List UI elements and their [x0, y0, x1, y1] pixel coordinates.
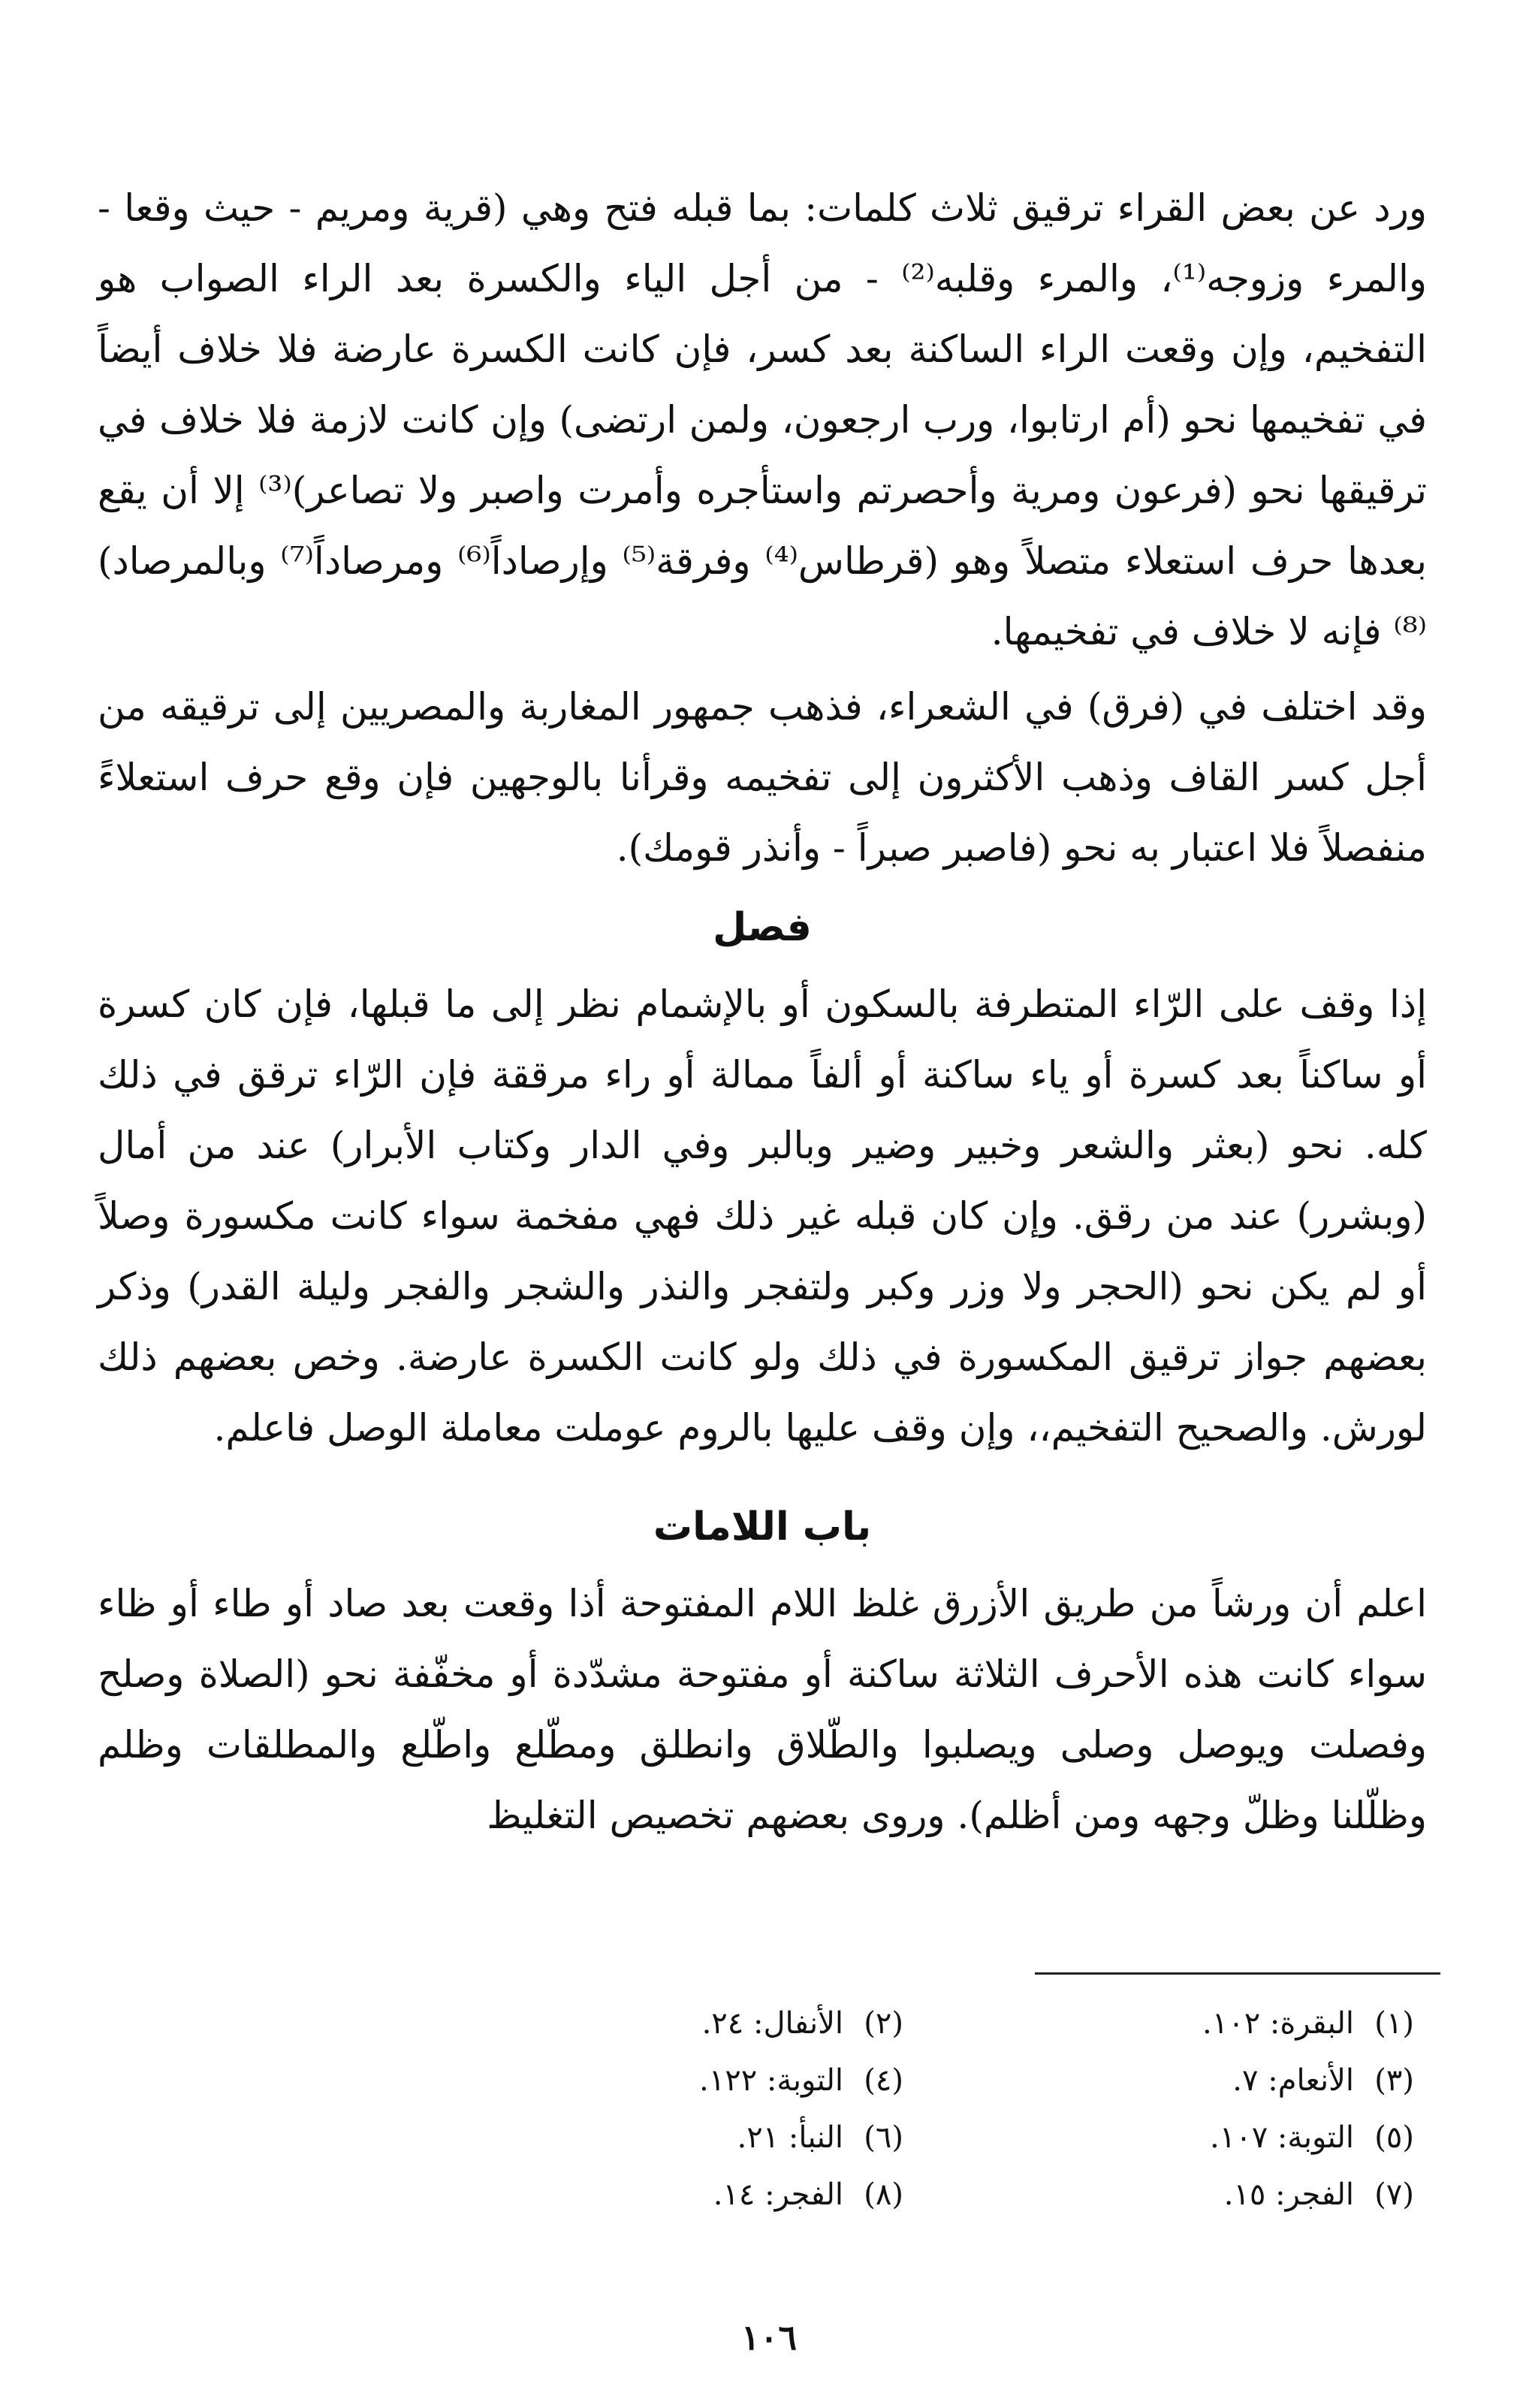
page-number: ١٠٦	[740, 2317, 798, 2358]
footnote-2	[588, 1999, 903, 2047]
paragraph-lamat: اعلم أن ورشاً من طريق الأزرق غلظ اللام المفتوحة أذا وقعت بعد صاد أو طاء أو ظاء سواء كانت هذه الأحرف الثلاثة ساكنة أو مفتوحة مشدّدة أو مخفّفة نحو (الصلاة وصلح وفصلت ويوصل وصلى ويصلبوا والطّلاق وانطلق ومطّلع واطّلع والمطلقات وظلم وظلّلنا وظلّ وجهه ومن أظلم). وروى بعضهم تخصيص التغليظ	[98, 1582, 1428, 1837]
footnote-text: الفجر: ١٥.	[1223, 2177, 1354, 2212]
paragraph-firq: وقد اختلف في (فرق) في الشعراء، فذهب جمهور المغاربة والمصريين إلى ترقيقه من أجل كسر القاف وذهب الأكثرون إلى تفخيمه وقرأنا بالوجهين فإن وقع حرف استعلاءً منفصلاً فلا اعتبار به نحو (فاصبر صبراً - وأنذر قومك).	[98, 685, 1427, 870]
footnote-number: (٦)	[864, 2120, 903, 2155]
footnote-8	[588, 2171, 903, 2219]
footnote-number: (٤)	[864, 2063, 903, 2098]
paragraph-ra-exceptions: ورد عن بعض القراء ترقيق ثلاث كلمات: بما قبله فتح وهي (قرية ومريم - حيث وقعا - والمرء وزوجه⁽¹⁾، والمرء وقلبه⁽²⁾ - من أجل الياء والكسرة بعد الراء الصواب هو التفخيم، وإن وقعت الراء الساكنة بعد كسر، فإن كانت الكسرة عارضة فلا خلاف أيضاً في تفخيمها نحو (أم ارتابوا، ورب ارجعون، ولمن ارتضى) وإن كانت لازمة فلا خلاف في ترقيقها نحو (فرعون ومرية وأحصرتم واستأجره وأمرت واصبر ولا تصاعر)⁽³⁾ إلا أن يقع بعدها حرف استعلاء متصلاً وهو (قرطاس⁽⁴⁾ وفرقة⁽⁵⁾ وإرصاداً⁽⁶⁾ ومرصاداً⁽⁷⁾ وبالمرصاد)⁽⁸⁾ فإنه لا خلاف في تفخيمها.	[98, 186, 1428, 653]
footnote-number: (٥)	[1374, 2120, 1414, 2155]
footnote-1	[1099, 1999, 1414, 2047]
footnote-number: (١)	[1374, 2006, 1414, 2041]
footnote-text: البقرة: ١٠٢.	[1202, 2006, 1354, 2041]
footnote-text: النبأ: ٢١.	[737, 2120, 843, 2155]
footnote-7	[1099, 2171, 1414, 2219]
footnote-6	[588, 2114, 903, 2162]
section-heading-fasl: فصل	[713, 905, 812, 950]
footnote-text: التوبة: ١٢٢.	[699, 2063, 843, 2098]
footnote-text: الفجر: ١٤.	[713, 2177, 843, 2212]
footnote-divider	[1035, 1972, 1440, 1975]
footnote-text: الأنفال: ٢٤.	[701, 2006, 843, 2041]
footnotes	[588, 1999, 1414, 2219]
footnote-number: (٧)	[1374, 2177, 1414, 2212]
footnote-text: الأنعام: ٧.	[1232, 2063, 1354, 2098]
footnote-number: (٨)	[864, 2177, 903, 2212]
page-body	[98, 173, 1427, 1851]
footnote-3	[1099, 2056, 1414, 2105]
footnote-4	[588, 2056, 903, 2105]
footnote-text: التوبة: ١٠٧.	[1210, 2120, 1354, 2155]
paragraph-waqf-ra: إذا وقف على الرّاء المتطرفة بالسكون أو بالإشمام نظر إلى ما قبلها، فإن كان كسرة أو ساكناً بعد كسرة أو ياء ساكنة أو ألفاً ممالة أو راء مرققة فإن الرّاء ترقق في ذلك كله. نحو (بعثر والشعر وخبير وضير وبالبر وفي الدار وكتاب الأبرار) عند من أمال (وبشرر) عند من رقق. وإن كان قبله غير ذلك فهي مفخمة سواء كانت مكسورة وصلاً أو لم يكن نحو (الحجر ولا وزر وكبر ولتفجر والنذر والشجر والفجر وليلة القدر) وذكر بعضهم جواز ترقيق المكسورة في ذلك ولو كانت الكسرة عارضة. وخص بعضهم ذلك لورش. والصحيح التفخيم،، وإن وقف عليها بالروم عوملت معاملة الوصل فاعلم.	[98, 982, 1427, 1450]
footnote-number: (٢)	[864, 2006, 903, 2041]
footnote-number: (٣)	[1374, 2063, 1414, 2098]
section-heading-lamat: باب اللامات	[653, 1504, 872, 1550]
footnote-5	[1099, 2114, 1414, 2162]
